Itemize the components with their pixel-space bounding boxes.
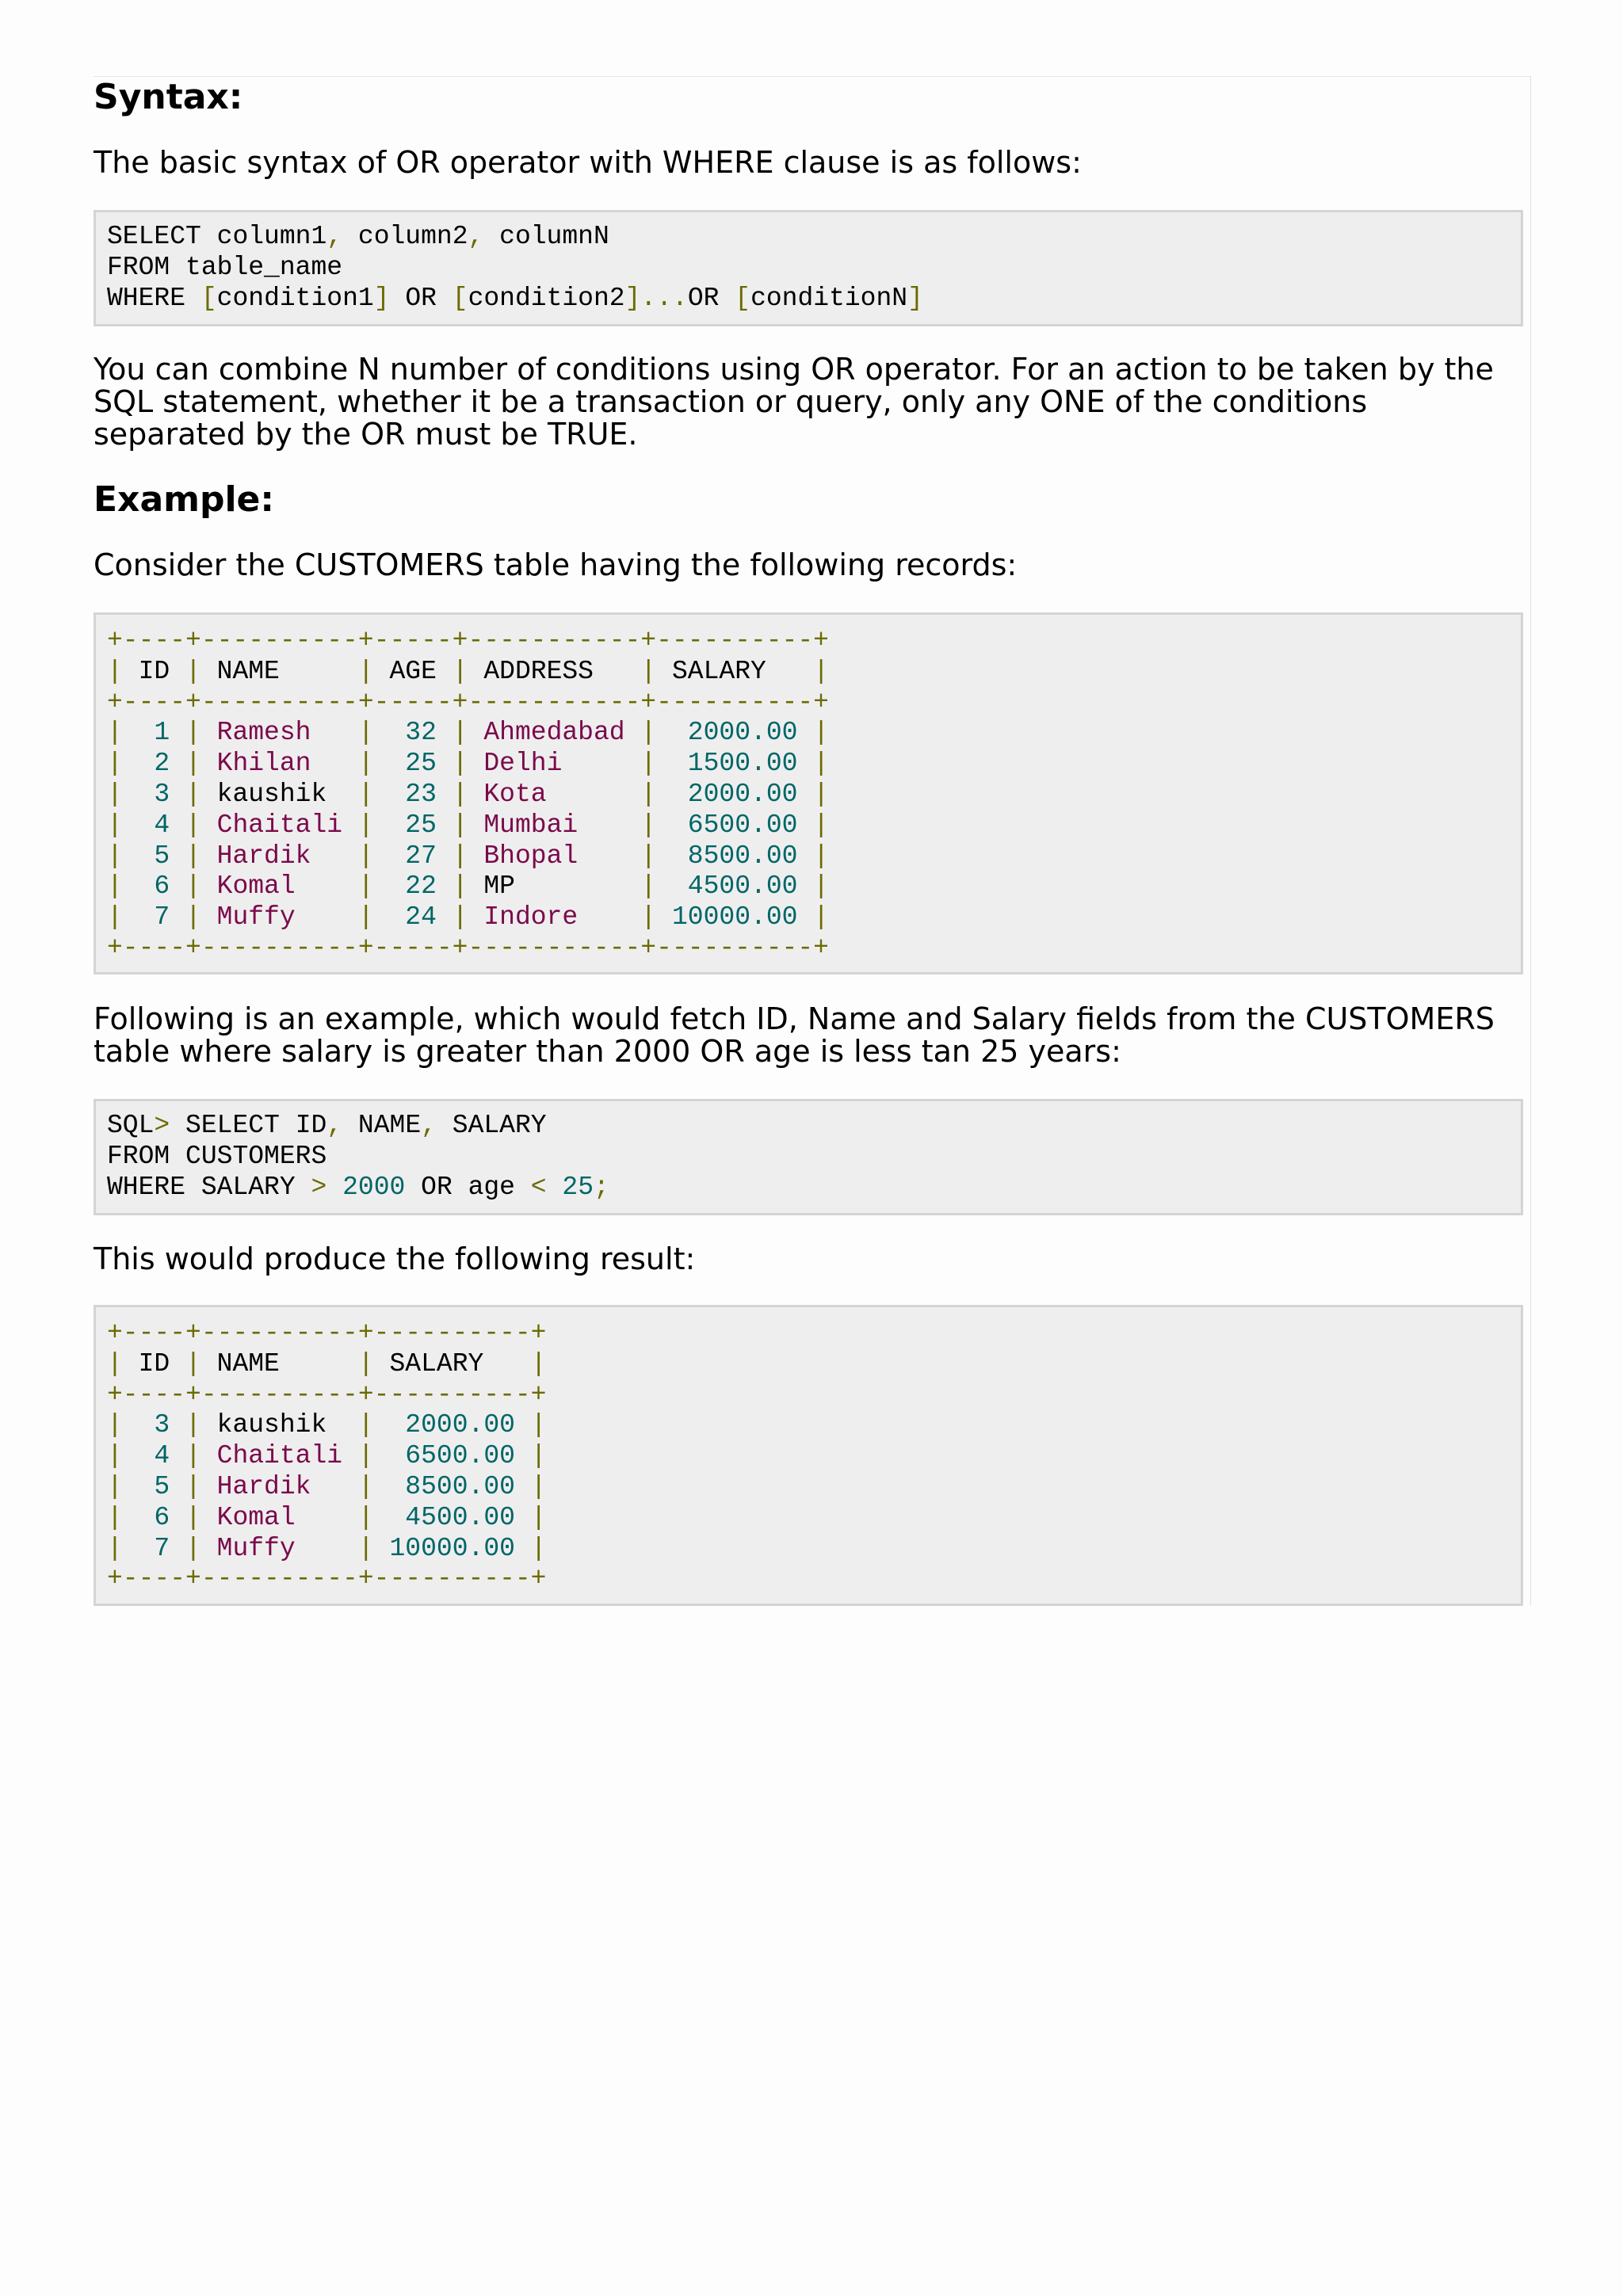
- address-cell: Indore: [468, 902, 641, 933]
- age-cell: 32: [373, 718, 453, 748]
- address-cell: Bhopal: [468, 841, 641, 871]
- kw-where: WHERE: [107, 1172, 186, 1202]
- kw-select: SELECT: [107, 222, 201, 251]
- address-cell: Kota: [468, 779, 641, 809]
- name-cell: Chaitali: [200, 1441, 358, 1471]
- name-cell: Komal: [200, 1502, 358, 1532]
- name-cell: Muffy: [200, 902, 358, 933]
- kw-from: FROM: [107, 1141, 170, 1171]
- condition2: condition2: [468, 283, 625, 313]
- column2: column2: [357, 222, 468, 251]
- address-cell: MP: [468, 871, 641, 902]
- columnN: columnN: [499, 222, 609, 251]
- example-heading: Example:: [94, 479, 274, 520]
- col-name: NAME: [357, 1111, 422, 1140]
- id-cell: 5: [122, 1471, 186, 1501]
- name-cell: Chaitali: [200, 810, 358, 840]
- id-cell: 3: [122, 779, 186, 809]
- table-header-row: | ID | NAME | SALARY |: [107, 1348, 547, 1379]
- result-intro: This would produce the following result:: [94, 1241, 696, 1276]
- syntax-description: You can combine N number of conditions using OR operator. For an action to be taken by the SQL statement, whether it be a transaction or query, only any ONE of the conditions separated by the OR must be TRUE.: [94, 352, 1494, 452]
- salary-cell: 4500.00: [656, 871, 814, 902]
- kw-where: WHERE: [107, 283, 186, 313]
- table-border: +----+----------+----------+: [107, 1564, 547, 1594]
- column1: column1: [216, 222, 327, 251]
- where-col-2: age: [468, 1172, 515, 1202]
- name-cell: Khilan: [200, 749, 358, 779]
- id-cell: 6: [122, 871, 186, 902]
- address-cell: Mumbai: [468, 810, 641, 840]
- col-id: ID: [295, 1111, 327, 1140]
- salary-cell: 8500.00: [373, 1471, 531, 1501]
- syntax-heading: Syntax:: [94, 77, 243, 117]
- id-cell: 3: [122, 1410, 186, 1440]
- header-cell: ID: [122, 1348, 186, 1379]
- name-cell: kaushik: [200, 779, 358, 809]
- table-header-row: | ID | NAME | AGE | ADDRESS | SALARY |: [107, 656, 830, 686]
- table-row: | 4 | Chaitali | 6500.00 |: [107, 1441, 547, 1471]
- id-cell: 1: [122, 718, 186, 748]
- kw-or: OR: [421, 1172, 453, 1202]
- id-cell: 5: [122, 841, 186, 871]
- salary-cell: 10000.00: [373, 1533, 531, 1563]
- id-cell: 4: [122, 810, 186, 840]
- table-row: | 7 | Muffy | 10000.00 |: [107, 1533, 547, 1563]
- age-cell: 25: [373, 749, 453, 779]
- age-cell: 25: [373, 810, 453, 840]
- where-col: SALARY: [200, 1172, 296, 1202]
- name-cell: Hardik: [200, 841, 358, 871]
- customers-table-block: [94, 612, 1523, 974]
- id-cell: 6: [122, 1502, 186, 1532]
- id-cell: 7: [122, 902, 186, 933]
- id-cell: 7: [122, 1533, 186, 1563]
- salary-cell: 2000.00: [373, 1410, 531, 1440]
- kw-select: SELECT: [185, 1111, 280, 1140]
- name-cell: Muffy: [200, 1533, 358, 1563]
- query-intro: Following is an example, which would fetch ID, Name and Salary fields from the CUSTOMERS table where salary is greater than 2000 OR age is less tan 25 years:: [94, 1001, 1495, 1069]
- header-cell: AGE: [373, 656, 453, 686]
- query-table: CUSTOMERS: [185, 1141, 327, 1171]
- example-intro: Consider the CUSTOMERS table having the following records:: [94, 547, 1018, 582]
- table-border: +----+----------+-----+-----------+----------+: [107, 933, 829, 963]
- age-cell: 24: [373, 902, 453, 933]
- salary-cell: 1500.00: [656, 749, 814, 779]
- salary-cell: 10000.00: [656, 902, 814, 933]
- kw-or-2: OR: [687, 283, 720, 313]
- conditionN: conditionN: [750, 283, 908, 313]
- table-name: table_name: [185, 252, 343, 282]
- age-cell: 22: [373, 871, 453, 902]
- kw-or: OR: [405, 283, 437, 313]
- table-row: | 3 | kaushik | 23 | Kota | 2000.00 |: [107, 779, 830, 809]
- salary-cell: 4500.00: [373, 1502, 531, 1532]
- table-row: | 3 | kaushik | 2000.00 |: [107, 1410, 547, 1440]
- syntax-code-block: SELECT column1, column2, columnN FROM table_name WHERE [condition1] OR [condition2]...OR [conditionN]: [94, 210, 1523, 326]
- id-cell: 2: [122, 749, 186, 779]
- address-cell: Delhi: [468, 749, 641, 779]
- header-cell: NAME: [200, 1348, 358, 1379]
- table-row: | 1 | Ramesh | 32 | Ahmedabad | 2000.00 |: [107, 718, 830, 748]
- salary-cell: 6500.00: [656, 810, 814, 840]
- table-border: +----+----------+----------+: [107, 1379, 547, 1409]
- sql-prompt: SQL: [107, 1111, 155, 1140]
- header-cell: NAME: [200, 656, 358, 686]
- table-row: | 2 | Khilan | 25 | Delhi | 1500.00 |: [107, 749, 830, 779]
- age-cell: 27: [373, 841, 453, 871]
- where-val: 2000: [342, 1172, 406, 1202]
- name-cell: Hardik: [200, 1471, 358, 1501]
- result-table-block: [94, 1305, 1523, 1606]
- kw-from: FROM: [107, 252, 170, 282]
- header-cell: SALARY: [373, 1348, 531, 1379]
- table-row: | 5 | Hardik | 27 | Bhopal | 8500.00 |: [107, 841, 830, 871]
- header-cell: ADDRESS: [468, 656, 641, 686]
- document-page: [94, 76, 1531, 1605]
- salary-cell: 6500.00: [373, 1441, 531, 1471]
- age-cell: 23: [373, 779, 453, 809]
- table-border: +----+----------+-----+-----------+----------+: [107, 626, 829, 655]
- query-code-block: SQL> SELECT ID, NAME, SALARY FROM CUSTOMERS WHERE SALARY > 2000 OR age < 25;: [94, 1099, 1523, 1215]
- table-row: | 6 | Komal | 22 | MP | 4500.00 |: [107, 871, 830, 902]
- header-cell: ID: [122, 656, 186, 686]
- table-border: +----+----------+----------+: [107, 1318, 547, 1348]
- table-row: | 4 | Chaitali | 25 | Mumbai | 6500.00 |: [107, 810, 830, 840]
- salary-cell: 8500.00: [656, 841, 814, 871]
- table-row: | 6 | Komal | 4500.00 |: [107, 1502, 547, 1532]
- header-cell: SALARY: [656, 656, 814, 686]
- table-row: | 5 | Hardik | 8500.00 |: [107, 1471, 547, 1501]
- salary-cell: 2000.00: [656, 779, 814, 809]
- name-cell: Ramesh: [200, 718, 358, 748]
- table-row: | 7 | Muffy | 24 | Indore | 10000.00 |: [107, 902, 830, 933]
- address-cell: Ahmedabad: [468, 718, 641, 748]
- name-cell: Komal: [200, 871, 358, 902]
- table-border: +----+----------+-----+-----------+----------+: [107, 687, 829, 717]
- id-cell: 4: [122, 1441, 186, 1471]
- salary-cell: 2000.00: [656, 718, 814, 748]
- col-salary: SALARY: [452, 1111, 547, 1140]
- condition1: condition1: [216, 283, 374, 313]
- where-val-2: 25: [562, 1172, 594, 1202]
- name-cell: kaushik: [200, 1410, 358, 1440]
- syntax-intro: The basic syntax of OR operator with WHERE clause is as follows:: [94, 145, 1082, 180]
